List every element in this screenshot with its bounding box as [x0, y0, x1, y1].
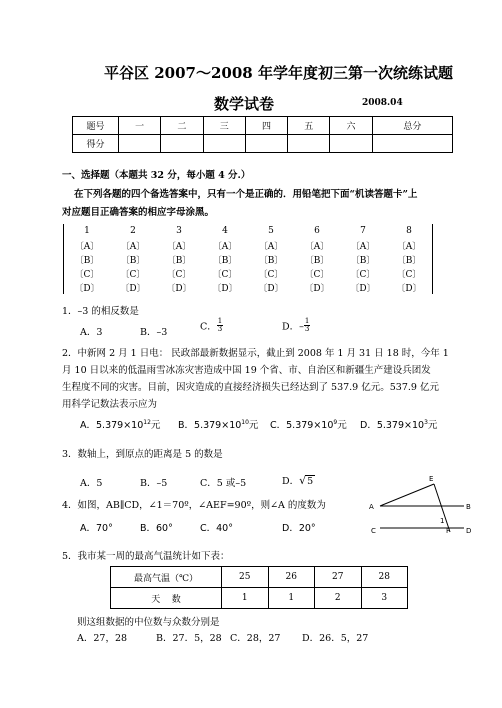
- score-cell: 六: [330, 117, 372, 135]
- sqrt-symbol: √: [299, 474, 307, 487]
- option-bubble[interactable]: 〔A〕: [212, 241, 238, 252]
- option-bubble[interactable]: 〔D〕: [350, 283, 376, 294]
- radicand: 5: [307, 476, 314, 487]
- q2-option-a: [80, 417, 160, 431]
- q2-option-c: [270, 417, 347, 431]
- score-cell: 得分: [73, 135, 119, 153]
- q4-stem: 4．如图，AB∥CD，∠1＝70º，∠AEF=90º，则∠A 的度数为: [62, 500, 326, 511]
- label-a: A: [369, 503, 374, 511]
- score-cell: 三: [203, 117, 245, 135]
- q3-option-c: C．5 或–5: [200, 478, 247, 489]
- numerator: 1: [304, 317, 310, 325]
- q5-option-c: C．28，27: [230, 633, 281, 644]
- q4-option-d: D．20°: [282, 523, 316, 534]
- q3-stem: 3．数轴上，到原点的距离是 5 的数是: [62, 449, 223, 460]
- denominator: 3: [304, 325, 310, 333]
- option-value: 5.379×10: [376, 420, 425, 431]
- option-label: A．: [80, 420, 96, 431]
- q2-line: 生程度不同的灾害。目前，因灾造成的直接经济损失已经达到了 537.9 亿元。537.9 亿元: [62, 382, 439, 393]
- question-number: 8: [406, 226, 412, 236]
- table-cell: 26: [268, 567, 315, 588]
- answer-card-row-b: [64, 252, 433, 266]
- score-cell[interactable]: [288, 135, 330, 153]
- option-bubble[interactable]: 〔A〕: [396, 241, 422, 252]
- question-number: 1: [84, 226, 90, 236]
- exponent: 10: [241, 418, 249, 426]
- option-bubble[interactable]: 〔D〕: [396, 283, 422, 294]
- option-label: D．: [360, 420, 377, 431]
- option-bubble[interactable]: 〔A〕: [258, 241, 284, 252]
- table-cell: 3: [361, 588, 408, 609]
- table-cell: 1: [268, 588, 315, 609]
- q2-line: 2．中新网 2 月 1 日电： 民政部最新数据显示，截止到 2008 年 1 月 31 日 18 时，今年 1: [62, 348, 449, 359]
- score-table-header-row: [73, 117, 453, 135]
- option-bubble[interactable]: 〔D〕: [120, 283, 146, 294]
- option-bubble[interactable]: 〔B〕: [120, 255, 146, 266]
- score-table: [72, 116, 453, 153]
- option-bubble[interactable]: 〔C〕: [258, 269, 284, 280]
- answer-card: [63, 224, 433, 294]
- q4-option-a: A．70°: [80, 523, 113, 534]
- exam-date: 2008.04: [362, 98, 403, 108]
- label-b: B: [466, 503, 471, 511]
- table-cell: 最高气温（℃）: [111, 567, 222, 588]
- label-angle-1: 1: [440, 517, 445, 525]
- q3-option-a: A．5: [80, 478, 103, 489]
- option-bubble[interactable]: 〔C〕: [396, 269, 422, 280]
- option-bubble[interactable]: 〔B〕: [396, 255, 422, 266]
- q4-option-b: B．60°: [140, 523, 173, 534]
- label-f: F: [446, 527, 451, 535]
- option-bubble[interactable]: 〔B〕: [258, 255, 284, 266]
- score-cell: 一: [119, 117, 161, 135]
- denominator: 3: [217, 325, 223, 333]
- option-bubble[interactable]: 〔C〕: [120, 269, 146, 280]
- days-row: [111, 588, 408, 609]
- q1-option-d: [282, 318, 310, 333]
- table-cell: 27: [315, 567, 362, 588]
- answer-card-row-d: [64, 280, 433, 294]
- option-bubble[interactable]: 〔C〕: [304, 269, 330, 280]
- question-number: 2: [130, 226, 136, 236]
- label-d: D: [466, 527, 472, 535]
- option-bubble[interactable]: 〔B〕: [212, 255, 238, 266]
- unit: 元: [150, 420, 161, 431]
- score-cell: 五: [288, 117, 330, 135]
- unit: 元: [337, 420, 347, 431]
- label-e: E: [429, 475, 434, 483]
- option-bubble[interactable]: 〔A〕: [74, 241, 100, 252]
- option-label: C．: [270, 420, 287, 431]
- score-cell[interactable]: [330, 135, 372, 153]
- exam-subtitle: 数学试卷: [214, 95, 275, 113]
- label-c: C: [371, 527, 376, 535]
- option-value: 5.379×10: [96, 420, 144, 431]
- score-cell: 题号: [73, 117, 119, 135]
- table-cell: 28: [361, 567, 408, 588]
- table-cell: 天 数: [111, 588, 222, 609]
- option-bubble[interactable]: 〔D〕: [304, 283, 330, 294]
- q3-option-b: B．–5: [140, 478, 168, 489]
- option-bubble[interactable]: 〔B〕: [350, 255, 376, 266]
- exam-title: 平谷区 2007～2008 年学年度初三第一次统练试题: [104, 64, 453, 82]
- q1-stem: 1．–3 的相反数是: [62, 306, 139, 317]
- answer-card-numbers: [64, 224, 433, 238]
- option-value: 5.379×10: [286, 420, 334, 431]
- option-bubble[interactable]: 〔C〕: [74, 269, 100, 280]
- question-number: 3: [176, 226, 182, 236]
- score-cell: 四: [245, 117, 287, 135]
- temperature-row: [111, 567, 408, 588]
- exponent: 3: [424, 418, 428, 426]
- table-cell: 25: [222, 567, 269, 588]
- option-bubble[interactable]: 〔B〕: [74, 255, 100, 266]
- exponent: 9: [333, 418, 338, 426]
- option-label: D．: [282, 476, 300, 487]
- option-label: B．: [178, 420, 195, 431]
- score-table-score-row: [73, 135, 453, 153]
- fraction: [304, 318, 310, 333]
- score-cell[interactable]: [119, 135, 161, 153]
- q2-line: 用科学记数法表示应为: [62, 399, 158, 410]
- section-instruction: 对应题目正确答案的相应字母涂黑。: [62, 207, 215, 218]
- option-bubble[interactable]: 〔B〕: [304, 255, 330, 266]
- q1-option-c: [200, 318, 223, 333]
- temperature-table: [110, 566, 408, 609]
- unit: 元: [248, 420, 259, 431]
- option-bubble[interactable]: 〔A〕: [304, 241, 330, 252]
- option-bubble[interactable]: 〔D〕: [258, 283, 284, 294]
- section-heading: 一、选择题（本题共 32 分，每小题 4 分.）: [62, 170, 251, 181]
- question-number: 6: [314, 226, 320, 236]
- q5-option-a: A．27，28: [77, 633, 128, 644]
- option-bubble[interactable]: 〔D〕: [166, 283, 192, 294]
- unit: 元: [427, 420, 438, 431]
- option-bubble[interactable]: 〔D〕: [74, 283, 100, 294]
- line-ae: [380, 484, 434, 506]
- q5-option-b: B．27．5，28: [156, 633, 222, 644]
- q5-stem: 5．我市某一周的最高气温统计如下表：: [62, 551, 230, 562]
- score-cell: 二: [161, 117, 203, 135]
- table-cell: 1: [222, 588, 269, 609]
- numerator: 1: [217, 317, 223, 325]
- option-bubble[interactable]: 〔A〕: [120, 241, 146, 252]
- option-bubble[interactable]: 〔B〕: [166, 255, 192, 266]
- score-cell[interactable]: [161, 135, 203, 153]
- q1-option-a: A．3: [80, 327, 103, 338]
- question-number: 5: [268, 226, 274, 236]
- parallel-lines-figure: [368, 472, 480, 542]
- q2-option-b: [178, 417, 258, 431]
- q4-option-c: C．40°: [200, 523, 233, 534]
- exponent: 12: [143, 418, 151, 426]
- q1-option-d-label: D．–: [282, 321, 304, 333]
- option-bubble[interactable]: 〔A〕: [166, 241, 192, 252]
- q3-option-d: [282, 473, 315, 487]
- table-cell: 2: [315, 588, 362, 609]
- score-cell: 总分: [372, 117, 452, 135]
- option-value: 5.379×10: [194, 420, 242, 431]
- fraction: [217, 318, 223, 333]
- score-cell[interactable]: [372, 135, 452, 153]
- q5-question: 则这组数据的中位数与众数分别是: [77, 617, 220, 628]
- option-bubble[interactable]: 〔A〕: [350, 241, 376, 252]
- answer-card-row-a: [64, 238, 433, 252]
- question-number: 4: [222, 226, 228, 236]
- score-cell[interactable]: [245, 135, 287, 153]
- q2-option-d: [360, 417, 437, 431]
- option-bubble[interactable]: 〔C〕: [166, 269, 192, 280]
- score-cell[interactable]: [203, 135, 245, 153]
- option-bubble[interactable]: 〔C〕: [212, 269, 238, 280]
- answer-card-row-c: [64, 266, 433, 280]
- q2-line: 月 10 日以来的低温雨雪冰冻灾害造成中国 19 个省、市、自治区和新疆生产建设兵团发: [62, 365, 431, 376]
- q1-option-b: B．–3: [140, 327, 168, 338]
- q5-option-d: D．26．5，27: [302, 633, 369, 644]
- option-bubble[interactable]: 〔D〕: [212, 283, 238, 294]
- section-instruction: 在下列各题的四个备选答案中，只有一个是正确的．用铅笔把下面“机读答题卡”上: [74, 189, 418, 200]
- question-number: 7: [360, 226, 366, 236]
- option-bubble[interactable]: 〔C〕: [350, 269, 376, 280]
- q1-option-c-label: C．: [200, 321, 217, 333]
